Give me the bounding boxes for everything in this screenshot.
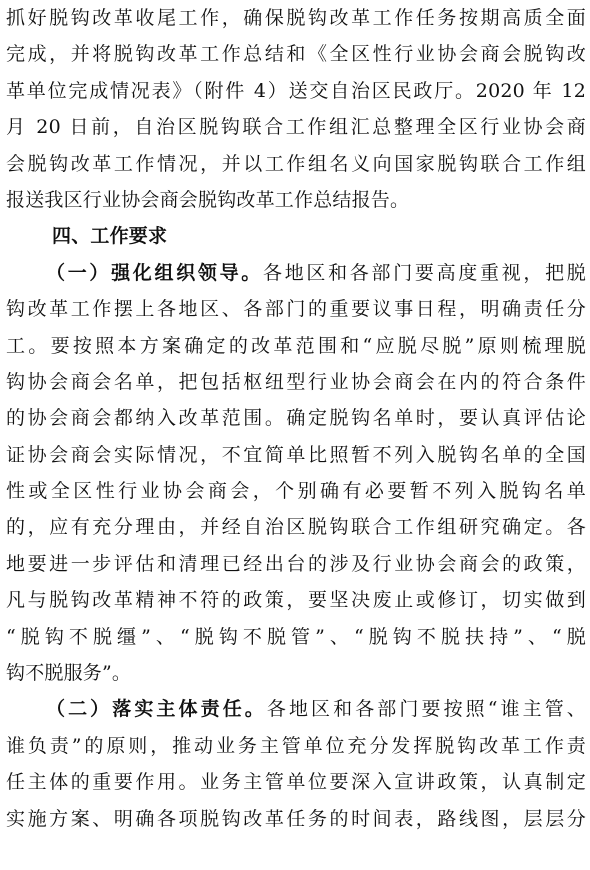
text-line: 凡与脱钩改革精神不符的政策，要坚决废止或修订，切实做到 [6, 589, 586, 612]
item-2-lead: （二）落实主体责任。 [46, 698, 267, 721]
text-line: 工。要按照本方案确定的改革范围和“应脱尽脱”原则梳理脱 [6, 334, 586, 357]
text-line: 完成，并将脱钩改革工作总结和《全区性行业协会商会脱钩改 [6, 43, 586, 66]
text-line: 会脱钩改革工作情况，并以工作组名义向国家脱钩联合工作组 [6, 152, 586, 175]
text-line: 报送我区行业协会商会脱钩改革工作总结报告。 [6, 188, 410, 211]
text-line: 实施方案、明确各项脱钩改革任务的时间表，路线图，层层分 [6, 807, 586, 830]
section-heading: 四、工作要求 [52, 225, 168, 248]
document-page [6, 0, 586, 837]
item-1-lead: （一）强化组织领导。 [46, 261, 263, 284]
item-2-first-line: 各地区和各部门要按照“谁主管、 [266, 698, 586, 721]
text-line: 月 20 日前，自治区脱钩联合工作组汇总整理全区行业协会商 [6, 116, 586, 139]
text-line: 的，应有充分理由，并经自治区脱钩联合工作组研究确定。各 [6, 516, 586, 539]
text-line: 钩协会商会名单，把包括枢纽型行业协会商会在内的符合条件 [6, 370, 586, 393]
text-line: 钩不脱服务”。 [6, 662, 132, 685]
text-line: 谁负责”的原则，推动业务主管单位充分发挥脱钩改革工作责 [6, 734, 586, 757]
text-line: 革单位完成情况表》（附件 4）送交自治区民政厅。2020 年 12 [6, 79, 586, 102]
text-line: 地要进一步评估和清理已经出台的涉及行业协会商会的政策， [6, 552, 586, 575]
text-line: 钩改革工作摆上各地区、各部门的重要议事日程，明确责任分 [6, 298, 586, 321]
text-line: 的协会商会都纳入改革范围。确定脱钩名单时，要认真评估论 [6, 407, 586, 430]
text-line: 任主体的重要作用。业务主管单位要深入宣讲政策，认真制定 [6, 771, 586, 794]
item-1-paragraph [6, 255, 586, 692]
text-line: 性或全区性行业协会商会，个别确有必要暂不列入脱钩名单 [6, 480, 586, 503]
text-line: 证协会商会实际情况，不宜简单比照暂不列入脱钩名单的全国 [6, 443, 586, 466]
item-1-first-line: 各地区和各部门要高度重视，把脱 [263, 261, 586, 284]
text-line: 抓好脱钩改革收尾工作，确保脱钩改革工作任务按期高质全面 [6, 7, 586, 29]
text-line: “脱钩不脱缰”、“脱钩不脱管”、“脱钩不脱扶持”、“脱 [6, 625, 586, 648]
text-line [6, 691, 586, 727]
text-line [6, 255, 586, 291]
paragraph-1 [6, 0, 586, 218]
item-2-paragraph [6, 691, 586, 837]
